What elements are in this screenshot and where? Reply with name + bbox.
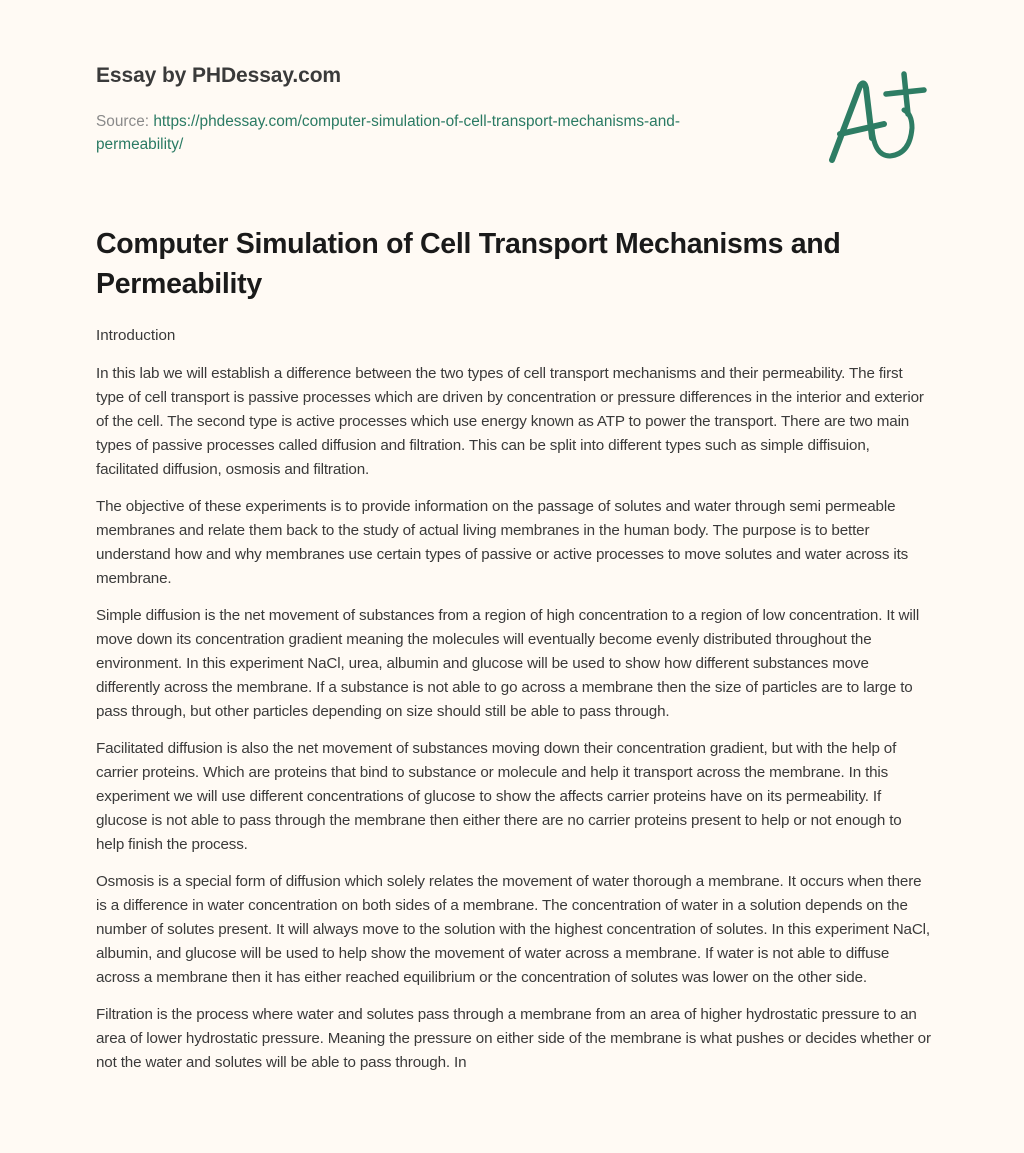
source-line (96, 110, 756, 156)
page-header (96, 0, 932, 200)
source-label: Source: (96, 113, 154, 130)
essay-title: Computer Simulation of Cell Transport Mechanisms and Permeability (96, 228, 841, 300)
paragraph: In this lab we will establish a difference between the two types of cell transport mechanisms and their permeability. The first type of cell transport is passive processes which are driven by concentration or pressure differences in the interior and exterior of the cell. The second type is active processes which use energy known as ATP to power the transport. There are two main types of passive processes called diffusion and filtration. This can be split into different types such as simple diffisuion, facilitated diffusion, osmosis and filtration. (96, 365, 924, 478)
essay-content (96, 324, 932, 1088)
paragraph: Filtration is the process where water and solutes pass through a membrane from an area of higher hydrostatic pressure to an area of lower hydrostatic pressure. Meaning the pressure on either side of the membrane is what pushes or decides whether or not the water and solutes will be able to pass through. In (96, 1006, 931, 1071)
paragraph: Facilitated diffusion is also the net movement of substances moving down their concentration gradient, but with the help of carrier proteins. Which are proteins that bind to substance or molecule and help it transport across the membrane. In this experiment we will use different concentrations of glucose to show the affects carrier proteins have on its permeability. If glucose is not able to pass through the membrane then either there are no carrier proteins present to help or not enough to help finish the process. (96, 740, 902, 853)
paragraph: Osmosis is a special form of diffusion which solely relates the movement of water thorough a membrane. It occurs when there is a difference in water concentration on both sides of a membrane. The concentration of water in a solution depends on the number of solutes present. It will always move to the solution with the highest concentration of solutes. In this experiment NaCl, albumin, and glucose will be used to help show the movement of water across a membrane. If water is not able to diffuse across a membrane then it has either reached equilibrium or the concentration of solutes was lower on the other side. (96, 873, 930, 986)
paragraph: The objective of these experiments is to provide information on the passage of solutes and water through semi permeable membranes and relate them back to the study of actual living membranes in the human body. The purpose is to better understand how and why membranes use certain types of passive or active processes to move solutes and water across its membrane. (96, 498, 909, 587)
site-title: Essay by PHDessay.com (96, 64, 341, 87)
source-link[interactable]: https://phdessay.com/computer-simulation-of-cell-transport-mechanisms-and-permeability/ (96, 113, 680, 153)
section-heading-introduction: Introduction (96, 327, 176, 344)
paragraph: Simple diffusion is the net movement of substances from a region of high concentration to a region of low concentration. It will move down its concentration gradient meaning the molecules will eventually become evenly distributed throughout the environment. In this experiment NaCl, urea, albumin and glucose will be used to show how different substances move differently across the membrane. If a substance is not able to go across a membrane then the size of particles are to large to pass through, but other particles depending on size should still be able to pass through. (96, 607, 920, 720)
a-plus-grade-icon (824, 68, 928, 168)
essay-page (96, 0, 932, 1071)
